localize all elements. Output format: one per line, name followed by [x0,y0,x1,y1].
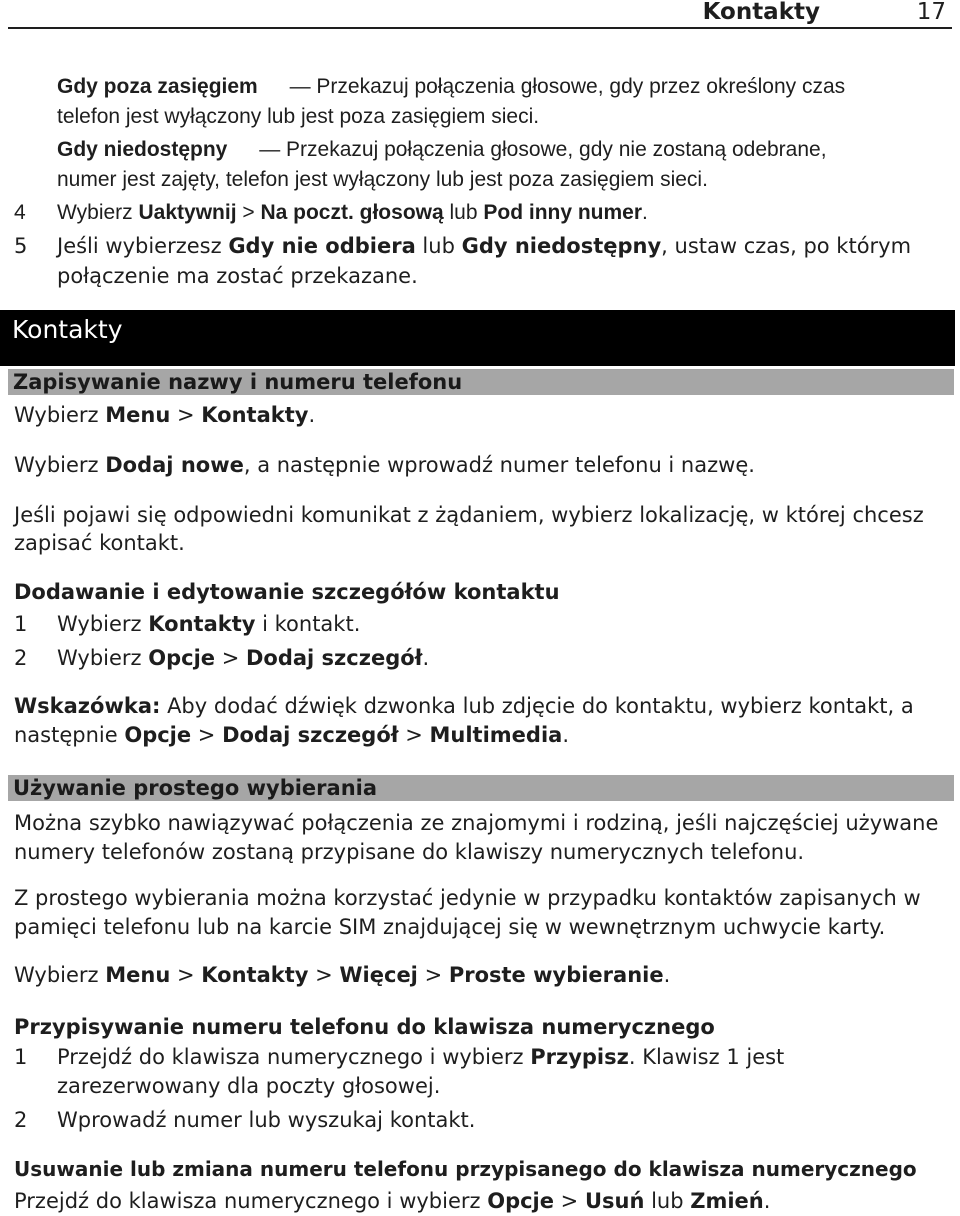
header-title: Kontakty [702,0,820,25]
definition-out-of-range [57,72,845,102]
menu-term: Opcje [124,723,192,747]
subsection-heading: Dodawanie i edytowanie szczegółów kontaktu [14,580,560,604]
menu-term: Dodaj szczegół [245,646,423,670]
text: . [642,201,648,224]
step-5 [57,231,911,261]
header-rule [8,27,952,29]
step-1 [57,609,360,639]
text: Wybierz [14,403,106,427]
step-1 [57,1042,784,1072]
paragraph [14,450,755,480]
definition-text-cont: numer jest zajęty, telefon jest wyłączony lub jest poza zasięgiem sieci. [57,168,708,191]
text: > [398,723,430,747]
section-title-bar: Kontakty [0,310,955,366]
text: > [554,1189,585,1213]
step-2 [57,643,429,673]
menu-term: Gdy niedostępny [461,234,662,258]
text: > [215,646,246,670]
term: Gdy niedostępny [57,138,228,161]
step-number: 2 [14,1108,28,1132]
menu-term: Zmień [690,1189,764,1213]
menu-term: Przypisz [530,1045,629,1069]
subsection-heading: Zapisywanie nazwy i numeru telefonu [8,369,954,395]
step-number: 2 [14,646,28,670]
text: Wybierz [57,612,149,636]
text: . [562,723,569,747]
step-5-cont: połączenie ma zostać przekazane. [57,264,418,288]
text: , a następnie wprowadź numer telefonu i nazwę. [243,453,755,477]
text: Jeśli wybierzesz [57,234,229,258]
subsection-heading: Przypisywanie numeru telefonu do klawisza numerycznego [14,1015,715,1039]
text: Wybierz [57,646,149,670]
text: Przejdź do klawisza numerycznego i wybierz [57,1045,531,1069]
menu-term: Proste wybieranie [448,963,664,987]
text: i kontakt. [255,612,361,636]
tip-label: Wskazówka: [14,694,161,718]
paragraph [14,960,670,990]
step-number: 1 [14,1045,28,1069]
text: . Klawisz 1 jest [628,1045,785,1069]
menu-term: Więcej [339,963,418,987]
step-4 [57,198,648,228]
text: . [763,1189,771,1213]
text: > [191,723,223,747]
page-number: 17 [916,0,946,25]
paragraph: Z prostego wybierania można korzystać jedynie w przypadku kontaktów zapisanych w [14,886,921,910]
definition-text: — Przekazuj połączenia głosowe, gdy nie zostaną odebrane, [259,138,827,161]
paragraph [14,1186,770,1216]
text: Wybierz [14,963,106,987]
text: > [170,403,202,427]
text: Aby dodać dźwięk dzwonka lub zdjęcie do kontaktu, wybierz kontakt, a [160,694,914,718]
term: Gdy poza zasięgiem [57,75,258,98]
step-number: 4 [14,201,26,224]
menu-term: Na poczt. głosową [260,201,444,224]
text: Wybierz [57,201,139,224]
step-2: Wprowadź numer lub wyszukaj kontakt. [57,1108,476,1132]
menu-term: Gdy nie odbiera [228,234,416,258]
text: . [422,646,430,670]
paragraph-cont: zapisać kontakt. [14,531,185,555]
page-header [0,0,960,32]
subsection-heading: Używanie prostego wybierania [8,775,954,801]
step-1-cont: zarezerwowany dla poczty głosowej. [57,1074,441,1098]
text: > [308,963,340,987]
text: > [417,963,449,987]
subsection-heading: Usuwanie lub zmiana numeru telefonu przypisanego do klawisza numerycznego [14,1157,917,1181]
menu-term: Kontakty [201,403,309,427]
menu-term: Opcje [487,1189,554,1213]
paragraph: Można szybko nawiązywać połączenia ze znajomymi i rodziną, jeśli najczęściej używane [14,811,939,835]
text: Wybierz [14,453,106,477]
definition-text-cont: telefon jest wyłączony lub jest poza zasięgiem sieci. [57,105,540,128]
menu-term: Menu [105,403,171,427]
definition-unavailable [57,135,827,165]
menu-term: Pod inny numer [483,201,643,224]
menu-term: Menu [105,963,171,987]
text: lub [415,234,462,258]
menu-term: Uaktywnij [138,201,237,224]
menu-term: Dodaj nowe [105,453,244,477]
text: . [308,403,316,427]
menu-term: Kontakty [201,963,309,987]
text: lub [644,1189,691,1213]
text: Przejdź do klawisza numerycznego i wybierz [14,1189,488,1213]
menu-term: Opcje [148,646,216,670]
menu-term: Usuń [584,1189,645,1213]
paragraph-cont: pamięci telefonu lub na karcie SIM znajdującej się w wewnętrznym uchwycie karty. [14,915,886,939]
menu-term: Multimedia [429,723,563,747]
definition-text: — Przekazuj połączenia głosowe, gdy przez określony czas [289,75,846,98]
paragraph [14,400,315,430]
paragraph: Jeśli pojawi się odpowiedni komunikat z żądaniem, wybierz lokalizację, w której chcesz [14,503,924,527]
text: . [663,963,671,987]
text: > [170,963,202,987]
tip [14,691,914,721]
text: > [236,201,261,224]
text: następnie [14,723,125,747]
menu-term: Dodaj szczegół [222,723,399,747]
text: lub [443,201,484,224]
tip-cont [14,720,569,750]
paragraph-cont: numery telefonów zostaną przypisane do klawiszy numerycznych telefonu. [14,840,805,864]
step-number: 5 [14,234,28,258]
menu-term: Kontakty [148,612,256,636]
step-number: 1 [14,612,28,636]
text: , ustaw czas, po którym [661,234,912,258]
